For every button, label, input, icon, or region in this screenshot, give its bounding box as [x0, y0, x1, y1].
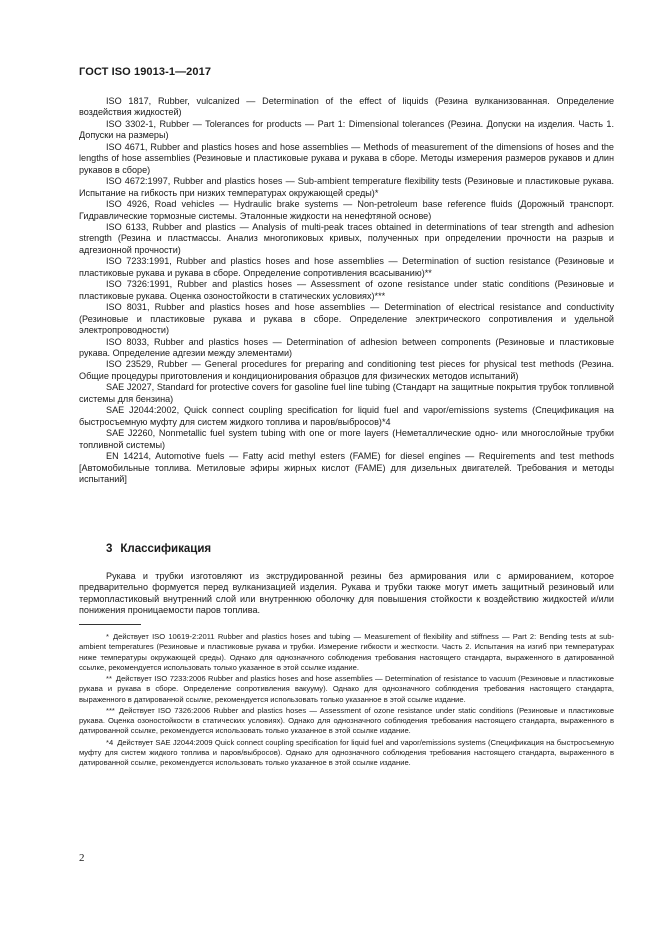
footnote-text: Действует ISO 10619-2:2011 Rubber and plastics hoses and tubing — Measurement of flexibility and stiffness — Part 2: Bending tests at sub-ambient temperatures (Резиновые и пластиковые рукава и трубки. Измерение гибкости и жесткости. Часть 2. Испытания на изгиб при температурах ниже температуры окружающей среды). Однако для однозначного соблюдения требования настоящего стандарта, выраженного в датированной ссылке, рекомендуется использовать только указанное в этой ссылке издание. [79, 632, 614, 672]
section-number: 3 [106, 543, 113, 555]
reference-item: ISO 23529, Rubber — General procedures for preparing and conditioning test pieces for physical test methods (Резина. Общие процедуры приготовления и кондиционирования образцов для физических методов испытаний) [79, 359, 614, 381]
footnote-text: Действует SAE J2044:2009 Quick connect coupling specification for liquid fuel and vapor/emissions systems (Спецификация на быстросъемную муфту для систем жидкого топлива и паров/выбросов). Однако для однозначного соблюдения требования настоящего стандарта, выраженного в датированной ссылке, рекомендуется использовать только указанное в этой ссылке издание. [79, 737, 614, 767]
reference-item: ISO 8033, Rubber and plastics hoses — Determination of adhesion between components (Резиновые и пластиковые рукава. Определение адгезии между элементами) [79, 336, 614, 358]
reference-item: SAE J2027, Standard for protective covers for gasoline fuel line tubing (Стандарт на защитные покрытия трубок топливной системы для бензина) [79, 382, 614, 404]
reference-item: ISO 4671, Rubber and plastics hoses and hose assemblies — Methods of measurement of the dimensions of hoses and the lengths of hose assemblies (Резиновые и пластиковые рукава и рукава в сборе. Методы измерения размеров рукавов и длин рукавов в сборе) [79, 141, 614, 175]
footnote-mark: *** [106, 705, 115, 715]
reference-item: ISO 8031, Rubber and plastics hoses and hose assemblies — Determination of electrical resistance and conductivity (Резиновые и пластиковые рукава и рукава в сборе. Определение электрического сопротивления и удельной электропроводности) [79, 302, 614, 336]
page-header-standard-id: ГОСТ ISO 19013-1—2017 [79, 66, 212, 78]
reference-item: ISO 1817, Rubber, vulcanized — Determination of the effect of liquids (Резина вулканизованная. Определение воздействия жидкостей) [79, 96, 614, 118]
reference-item: ISO 4926, Road vehicles — Hydraulic brake systems — Non-petroleum base reference fluids (Дорожный транспорт. Гидравлические тормозные системы. Эталонные жидкости на ненефтяной основе) [79, 199, 614, 221]
footnote-mark: *4 [106, 737, 114, 747]
reference-item: ISO 4672:1997, Rubber and plastics hoses — Sub-ambient temperature flexibility tests (Резиновые и пластиковые рукава. Испытание на гибкость при низких температурах окружающей среды)* [79, 176, 614, 198]
footnote-divider [79, 624, 141, 625]
footnote [79, 706, 614, 737]
reference-item: SAE J2044:2002, Quick connect coupling specification for liquid fuel and vapor/emissions systems (Спецификация на быстросъемную муфту для систем жидкого топлива и паров/выбросов)*4 [79, 405, 614, 427]
footnote [79, 738, 614, 769]
reference-item: ISO 7326:1991, Rubber and plastics hoses — Assessment of ozone resistance under static conditions (Резиновые и пластиковые рукава. Оценка озоностойкости в статических условиях)*** [79, 279, 614, 301]
reference-item: ISO 3302-1, Rubber — Tolerances for products — Part 1: Dimensional tolerances (Резина. Допуски на изделия. Часть 1. Допуски на размеры) [79, 118, 614, 141]
normative-references-list [79, 96, 614, 485]
footnote-text: Действует ISO 7326:2006 Rubber and plastics hoses — Assessment of ozone resistance under static conditions (Резиновые и пластиковые рукава. Оценка озоностойкости в статических условиях). Однако для однозначного соблюдения требования настоящего стандарта, выраженного в датированной ссылке, рекомендуется использовать только указанное в этой ссылке издание. [79, 705, 614, 736]
reference-item: ISO 6133, Rubber and plastics — Analysis of multi-peak traces obtained in determinations of tear strength and adhesion strength (Резина и пластмассы. Анализ многопиковых кривых, полученных при определении прочности на разрыв и адгезионной прочности) [79, 221, 614, 255]
page-number: 2 [79, 852, 85, 864]
reference-item: EN 14214, Automotive fuels — Fatty acid methyl esters (FAME) for diesel engines — Requirements and test methods [Автомобильные топлива. Метиловые эфиры жирных кислот (FAME) для дизельных двигателей. Требования и методы испытаний] [79, 451, 614, 484]
reference-item: SAE J2260, Nonmetallic fuel system tubing with one or more layers (Неметаллические одно- или многослойные трубки топливной системы) [79, 428, 614, 450]
footnote [79, 674, 614, 705]
footnotes [79, 632, 614, 769]
reference-item: ISO 7233:1991, Rubber and plastics hoses and hose assemblies — Determination of suction resistance (Резиновые и пластиковые рукава и рукава в сборе. Определение сопротивления всасыванию)** [79, 256, 614, 278]
classification-paragraph: Рукава и трубки изготовляют из экструдированной резины без армирования или с армированием, которое предварительно формуется перед вулканизацией изделия. Рукава и трубки также могут иметь защитный резиновый или термопластиковый внутренний слой или внутреннюю оболочку для повышения стойкости к воздействию жидкостей и/или понижения проницаемости паров топлива. [79, 571, 614, 616]
section-title: Классификация [120, 543, 212, 555]
footnote [79, 632, 614, 673]
footnote-mark: * [106, 632, 109, 641]
footnote-mark: ** [106, 674, 112, 683]
section-heading [106, 543, 211, 555]
footnote-text: Действует ISO 7233:2006 Rubber and plastics hoses and hose assemblies — Determination of resistance to vacuum (Резиновые и пластиковые рукава и рукава в сборе. Определение сопротивления вакууму). Однако для однозначного соблюдения требования настоящего стандарта, выраженного в датированной ссылке, рекомендуется использовать только указанное в этой ссылке издание. [79, 674, 614, 704]
